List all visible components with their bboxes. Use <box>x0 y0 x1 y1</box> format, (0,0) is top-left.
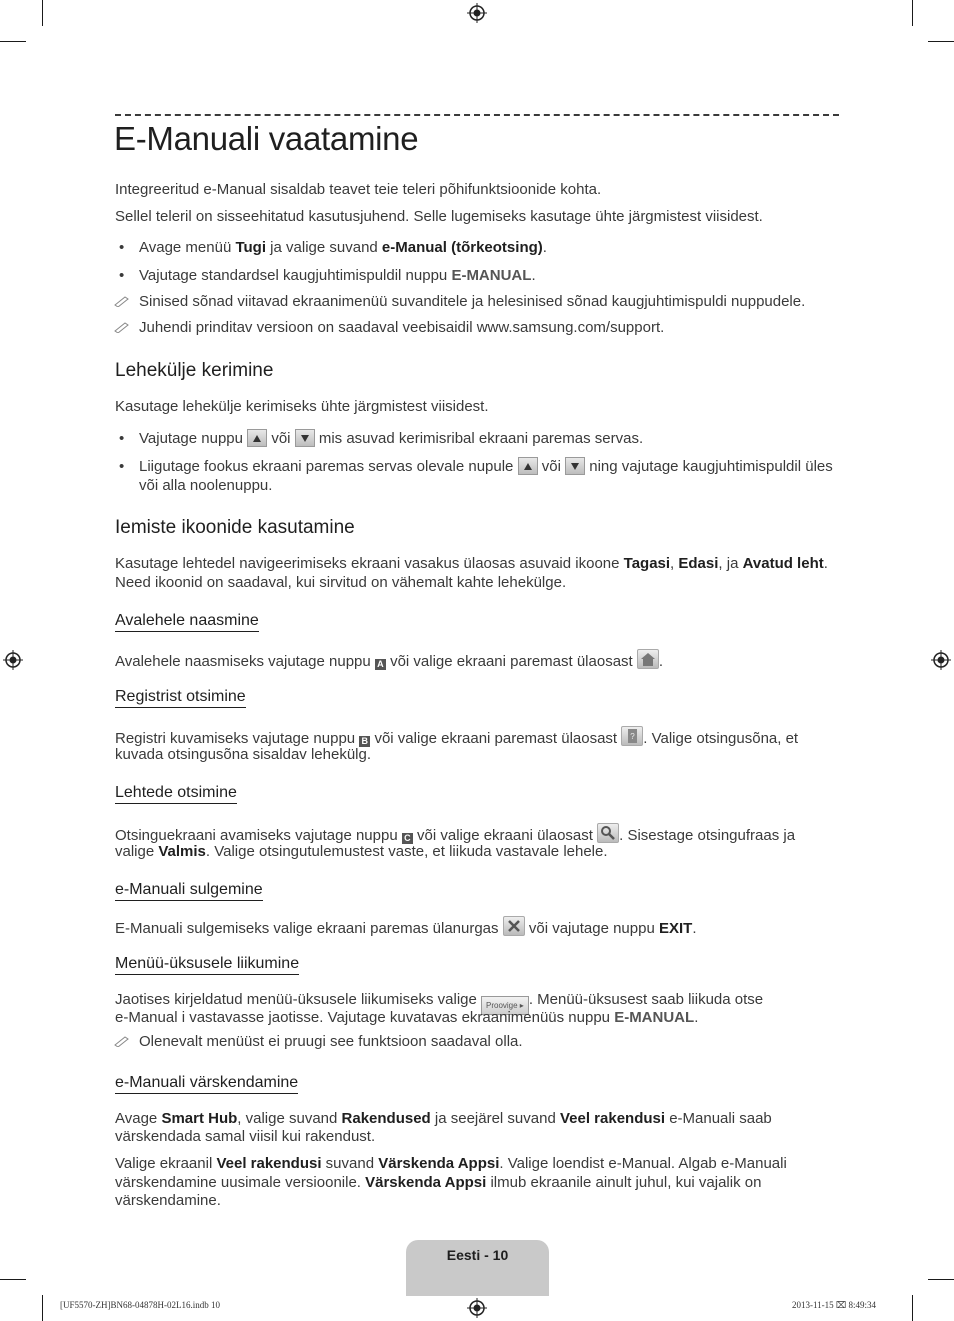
key-a-icon: A <box>375 659 386 670</box>
scroll-up-icon <box>247 429 267 447</box>
note-text: Juhendi prinditav versioon on saadaval veebisaidil www.samsung.com/support. <box>139 319 665 336</box>
registration-mark-icon <box>467 1298 487 1318</box>
bullet-text: Avage menüü Tugi ja valige suvand e-Manual (tõrkeotsing). <box>139 239 547 256</box>
crop-mark <box>42 0 43 26</box>
crop-mark <box>928 41 954 42</box>
pencil-note-icon <box>114 295 130 307</box>
print-slug-left: [UF5570-ZH]BN68-04878H-02L16.indb 10 <box>60 1300 220 1310</box>
section-heading: Lehekülje kerimine <box>115 360 274 381</box>
page-number: Eesti - 10 <box>446 1247 509 1263</box>
section-paragraph: Kasutage lehekülje kerimiseks ühte järgmistest viisidest. <box>115 398 489 415</box>
bullet-icon: • <box>119 458 125 475</box>
bullet-text: Vajutage standardsel kaugjuhtimispuldil nuppu E-MANUAL. <box>139 267 536 284</box>
note-text: Olenevalt menüüst ei pruugi see funktsioon saadaval olla. <box>139 1033 523 1050</box>
close-x-icon <box>503 916 525 936</box>
magnifier-icon <box>597 823 619 843</box>
crop-mark <box>0 1279 26 1280</box>
subsection-paragraph: Jaotises kirjeldatud menüü-üksusele liikumiseks valige Proovige ▸ . Menüü-üksusest saab liikuda otse <box>115 990 840 1015</box>
subsection-paragraph: värskendada samal viisil kui rakendust. <box>115 1128 376 1145</box>
crop-mark <box>928 1279 954 1280</box>
subsection-paragraph: kuvada otsingusõna sisaldav lehekülg. <box>115 746 372 763</box>
bullet-text-continued: või alla noolenuppu. <box>139 477 273 494</box>
scroll-down-icon <box>295 429 315 447</box>
subsection-paragraph: värskendamine uusimale versioonile. Värskenda Appsi ilmub ekraanile ainult juhul, kui vajalik on <box>115 1174 762 1191</box>
svg-text:?: ? <box>630 732 635 741</box>
print-slug-right: 2013-11-15 ⌧ 8:49:34 <box>792 1300 877 1310</box>
subsection-paragraph: Otsinguekraani avamiseks vajutage nuppu C või valige ekraani ülaosast . Sisestage otsingufraas ja <box>115 823 840 845</box>
pencil-note-icon <box>114 321 130 333</box>
bullet-text: Vajutage nuppu või mis asuvad kerimisribal ekraani paremas servas. <box>139 430 644 447</box>
title-rule <box>115 114 839 116</box>
home-icon <box>637 649 659 669</box>
crop-mark <box>912 0 913 26</box>
subsection-heading: Avalehele naasmine <box>115 612 259 632</box>
crop-mark <box>912 1295 913 1321</box>
scroll-down-icon <box>565 457 585 475</box>
scroll-up-icon <box>518 457 538 475</box>
note-text: Sinised sõnad viitavad ekraanimenüü suvanditele ja helesinised sõnad kaugjuhtimispuldi nuppudele. <box>139 293 806 310</box>
intro-paragraph: Sellel teleril on sisseehitatud kasutusjuhend. Selle lugemiseks kasutage ühte järgmistest viisidest. <box>115 208 763 225</box>
registration-mark-icon <box>931 650 951 670</box>
crop-mark <box>42 1295 43 1321</box>
registration-mark-icon <box>467 3 487 23</box>
bullet-text: Liigutage fookus ekraani paremas servas olevale nupule või ning vajutage kaugjuhtimispuldil üles <box>139 458 833 475</box>
subsection-heading: Menüü-üksusele liikumine <box>115 955 299 975</box>
crop-mark <box>0 41 26 42</box>
subsection-heading: e-Manuali sulgemine <box>115 881 263 901</box>
bullet-icon: • <box>119 239 125 256</box>
section-paragraph: Kasutage lehtedel navigeerimiseks ekraani vasakus ülaosas asuvaid ikoone Tagasi, Edasi, ja Avatud leht. <box>115 555 828 572</box>
registration-mark-icon <box>3 650 23 670</box>
bullet-icon: • <box>119 430 125 447</box>
subsection-paragraph: Registri kuvamiseks vajutage nuppu B või valige ekraani paremast ülaosast ? . Valige otsingusõna, et <box>115 726 840 748</box>
proovige-button: Proovige ▸ <box>481 996 529 1015</box>
subsection-paragraph: valige Valmis. Valige otsingutulemustest vaste, et liikuda vastavale lehele. <box>115 843 608 860</box>
key-c-icon: C <box>402 833 413 844</box>
subsection-paragraph: värskendamine. <box>115 1192 221 1209</box>
subsection-paragraph: Valige ekraanil Veel rakendusi suvand Värskenda Appsi. Valige loendist e-Manual. Algab e-Manuali <box>115 1155 787 1172</box>
key-b-icon: B <box>359 736 370 747</box>
page-title: E-Manuali vaatamine <box>114 120 419 157</box>
subsection-paragraph: Avage Smart Hub, valige suvand Rakendused ja seejärel suvand Veel rakendusi e-Manuali saab <box>115 1110 772 1127</box>
subsection-paragraph: Avalehele naasmiseks vajutage nuppu A või valige ekraani paremast ülaosast . <box>115 649 840 671</box>
bullet-icon: • <box>119 267 125 284</box>
intro-paragraph: Integreeritud e-Manual sisaldab teavet teie teleri põhifunktsioonide kohta. <box>115 181 602 198</box>
subsection-heading: Lehtede otsimine <box>115 784 237 804</box>
section-heading: Iemiste ikoonide kasutamine <box>115 517 355 538</box>
subsection-heading: e-Manuali värskendamine <box>115 1074 298 1094</box>
subsection-paragraph: e-Manual i vastavasse jaotisse. Vajutage kuvatavas ekraanimenüüs nuppu E-MANUAL. <box>115 1009 699 1026</box>
pencil-note-icon <box>114 1035 130 1047</box>
section-paragraph: Need ikoonid on saadaval, kui sirvitud on vähemalt kahte lehekülge. <box>115 574 567 591</box>
subsection-heading: Registrist otsimine <box>115 688 246 708</box>
index-icon <box>621 726 643 746</box>
subsection-paragraph: E-Manuali sulgemiseks valige ekraani paremas ülanurgas või vajutage nuppu EXIT. <box>115 916 840 938</box>
